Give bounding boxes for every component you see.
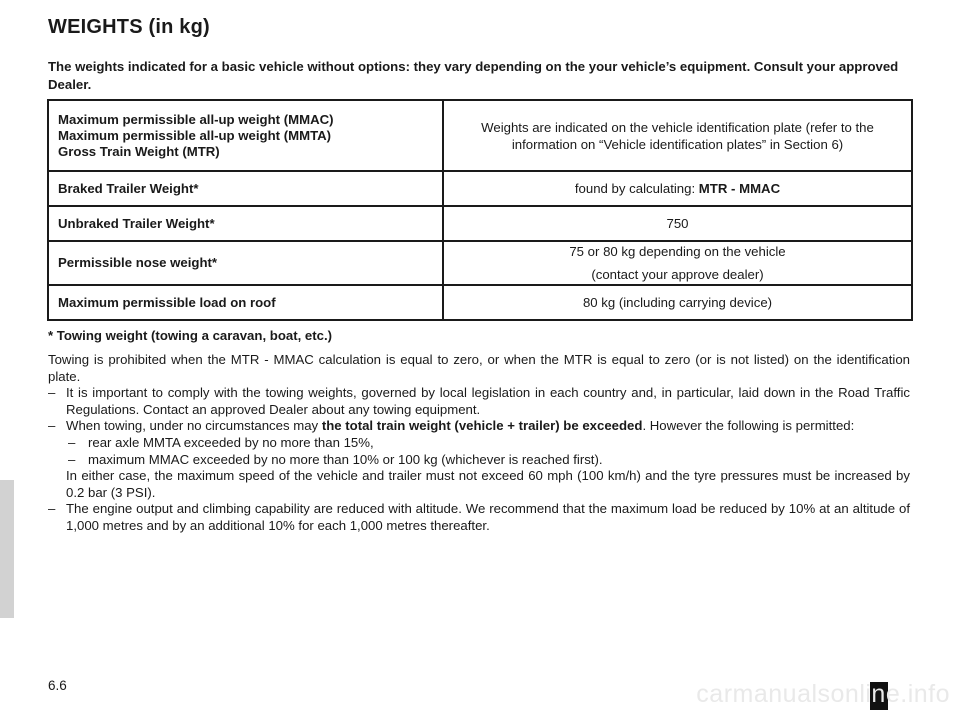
row-label: Unbraked Trailer Weight* [48, 206, 443, 241]
table-row [48, 171, 912, 206]
list-item-emphasis: the total train weight (vehicle + trailer) be exceeded [321, 418, 643, 434]
dash-bullet: – [68, 451, 76, 467]
list-item [48, 418, 910, 435]
value-line: 75 or 80 kg depending on the vehicle [569, 244, 786, 259]
list-item-text: When towing, under no circumstances may [66, 418, 322, 434]
value-line: (contact your approve dealer) [591, 267, 764, 282]
weights-table [47, 99, 913, 321]
row-value: 750 [443, 206, 912, 241]
dash-bullet: – [68, 434, 76, 450]
table-row [48, 241, 912, 285]
list-item-text: . However the following is permitted: [642, 418, 855, 434]
value-prefix: found by calculating: [574, 181, 699, 196]
watermark: carmanualsonline.info [696, 680, 950, 708]
intro-text: The weights indicated for a basic vehicle without options: they vary depending on the your vehicle’s equipment. Consult your approved Dealer. [48, 59, 899, 92]
row-label [48, 100, 443, 171]
row-label: Permissible nose weight* [48, 241, 443, 285]
sub-list-item-text: rear axle MMTA exceeded by no more than 15%, [88, 434, 374, 450]
footnote-title: * Towing weight (towing a caravan, boat, etc.) [48, 328, 333, 343]
row-value: 80 kg (including carrying device) [443, 285, 912, 320]
label-line: Maximum permissible all-up weight (MMAC) [58, 111, 334, 127]
list-item [48, 501, 910, 534]
sub-list-item [48, 452, 910, 469]
table-row [48, 100, 912, 171]
table-row [48, 206, 912, 241]
row-label: Maximum permissible load on roof [48, 285, 443, 320]
list-item-text: It is important to comply with the towing weights, governed by local legislation in each country and, in particular, laid down in the Road Traffic Regulations. Contact an approved Dealer about any towing equipment. [66, 385, 910, 417]
row-value: Weights are indicated on the vehicle identification plate (refer to the information on “Vehicle identification plates” in Section 6) [443, 100, 912, 171]
row-label: Braked Trailer Weight* [48, 171, 443, 206]
page-number: 6.6 [48, 678, 67, 693]
dash-bullet: – [48, 418, 56, 434]
dash-bullet: – [48, 385, 56, 401]
list-item-text: The engine output and climbing capability are reduced with altitude. We recommend that the maximum load be reduced by 10% at an altitude of 1,000 metres and by an additional 10% for each 1,000 metres thereafter. [66, 501, 910, 533]
row-value [443, 171, 912, 206]
towing-notes [48, 352, 910, 535]
label-line: Maximum permissible all-up weight (MMTA) [58, 127, 332, 143]
dash-bullet: – [48, 501, 56, 517]
sub-list-item [48, 435, 910, 452]
list-item [48, 385, 910, 418]
value-formula: MTR - MMAC [698, 181, 781, 196]
section-tab [0, 480, 14, 618]
table-row [48, 285, 912, 320]
paragraph: Towing is prohibited when the MTR - MMAC calculation is equal to zero, or when the MTR is equal to zero (or is not listed) on the identification plate. [48, 352, 910, 384]
sub-list-item-text: maximum MMAC exceeded by no more than 10% or 100 kg (whichever is reached first). [88, 451, 603, 467]
page-title: WEIGHTS (in kg) [48, 16, 210, 38]
continuation-text: In either case, the maximum speed of the vehicle and trailer must not exceed 60 mph (100 km/h) and the tyre pressures must be increased by 0.2 bar (3 PSI). [66, 468, 910, 500]
label-line: Gross Train Weight (MTR) [58, 143, 220, 159]
row-value [443, 241, 912, 285]
